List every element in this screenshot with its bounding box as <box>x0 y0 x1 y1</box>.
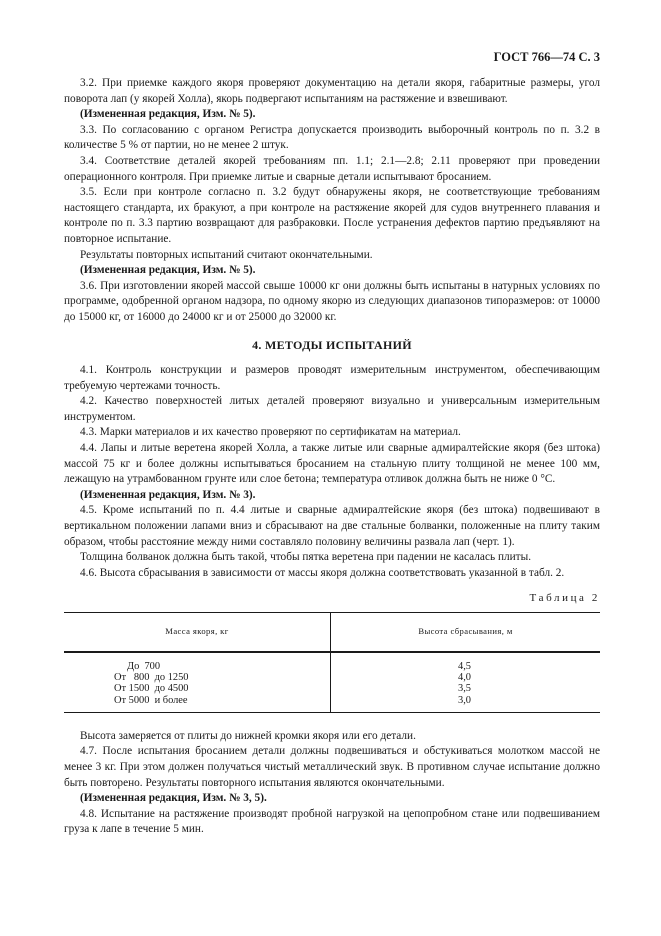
table-header-height: Высота сбрасывания, м <box>331 613 601 653</box>
paragraph-after-2: (Измененная редакция, Изм. № 3, 5). <box>80 792 267 805</box>
section-3-paragraphs <box>64 76 600 326</box>
paragraph-after-1: 4.7. После испытания бросанием детали должны подвешиваться и обстукиваться молотком массой не менее 3 кг. При этом должен получаться чистый металлический звук. В противном случае испытание должно быть повторено. Результаты повторного испытания являются окончательными. <box>64 745 600 789</box>
section-heading: 4. МЕТОДЫ ИСПЫТАНИЙ <box>252 337 412 352</box>
paragraph-before-5: Результаты повторных испытаний считают окончательными. <box>80 248 373 261</box>
paragraph-before-2: 3.3. По согласованию с органом Регистра допускается производить выборочный контроль по п. 3.2 в количестве 5 % от партии, но не менее 2 штук. <box>64 123 600 152</box>
paragraph-section-1: 4.2. Качество поверхностей литых деталей проверяют визуально и универсальным измерительным инструментом. <box>64 395 600 423</box>
paragraph-before-7: 3.6. При изготовлении якорей массой свыше 10000 кг они должны быть испытаны в натурных условиях по программе, одобренной органом надзора, по одному якорю из следующих диапазонов типоразмеров: от 10000 до 15000 кг, от 16000 до 24000 кг и от 25000 до 32000 кг. <box>64 279 600 323</box>
table-row-mass: От 5000 и более <box>114 694 188 706</box>
table-header-mass: Масса якоря, кг <box>64 613 331 653</box>
paragraph-section-4: (Измененная редакция, Изм. № 3). <box>80 488 256 501</box>
paragraph-before-6: (Измененная редакция, Изм. № 5). <box>80 264 256 277</box>
paragraph-before-4: 3.5. Если при контроле согласно п. 3.2 будут обнаружены якоря, не соответствующие требованиям настоящего стандарта, их бракуют, а при контроле на растяжение якорей для судов внутреннего плавания и контроле по п. 3.3 партию возвращают для разбраковки. После устранения дефектов партию предъявляют на повторное испытание. <box>64 186 600 245</box>
paragraph-before-3: 3.4. Соответствие деталей якорей требованиям пп. 1.1; 2.1—2.8; 2.11 проверяют при проведении операционного контроля. При приемке литые и сварные детали испытывают бросанием. <box>64 154 600 183</box>
table-row-mass: До 700 <box>114 661 161 672</box>
page-header-title: ГОСТ 766—74 С. 3 <box>493 50 600 64</box>
table-row-mass: От 800 до 1250 <box>114 672 189 684</box>
document-body <box>64 76 600 838</box>
table-cell-mass <box>64 652 331 712</box>
paragraph-section-3: 4.4. Лапы и литые веретена якорей Холла, а также литые или сварные адмиралтейские якоря (без штока) массой 75 кг и более должны испытываться бросанием на стальную плиту толщиной не менее 100 мм, лежащую на утрамбованном грунте или слое бетона; температура отливок должна быть не ниже 0 °С. <box>64 442 600 486</box>
table-cell-height <box>331 652 601 712</box>
after-table-paragraphs <box>64 729 600 838</box>
table-row-height: 4,0 <box>458 672 471 684</box>
drop-height-table <box>64 612 600 713</box>
paragraph-section-2: 4.3. Марки материалов и их качество проверяют по сертификатам на материал. <box>80 426 461 439</box>
paragraph-section-0: 4.1. Контроль конструкции и размеров проводят измерительным инструментом, обеспечивающим требуемую чертежами точность. <box>64 364 600 392</box>
table-row-height: 3,5 <box>458 683 471 695</box>
paragraph-section-6: Толщина болванок должна быть такой, чтобы пятка веретена при падении не касалась плиты. <box>80 551 532 564</box>
mass-list <box>64 653 330 712</box>
paragraph-after-3: 4.8. Испытание на растяжение производят пробной нагрузкой на цепопробном стане или подвешиванием груза к лапе в течение 5 мин. <box>64 807 600 836</box>
table-row-mass: От 1500 до 4500 <box>114 683 189 695</box>
table-row-height: 3,0 <box>458 694 471 706</box>
paragraph-before-0: 3.2. При приемке каждого якоря проверяют документацию на детали якоря, габаритные размеры, угол поворота лап (у якорей Холла), якорь подвергают испытаниям на растяжение и взвешивают. <box>64 77 600 105</box>
height-list <box>331 653 600 712</box>
paragraph-section-5: 4.5. Кроме испытаний по п. 4.4 литые и сварные адмиралтейские якоря (без штока) подвешивают в вертикальном положении лапами вниз и сбрасывают на две стальные болванки, положенные на плиту таким образом, чтобы расстояние между ними составляло половину величины развала лап (черт. 1). <box>64 504 600 548</box>
paragraph-before-1: (Измененная редакция, Изм. № 5). <box>80 108 256 121</box>
section-4-paragraphs <box>64 363 600 581</box>
paragraph-section-7: 4.6. Высота сбрасывания в зависимости от массы якоря должна соответствовать указанной в табл. 2. <box>80 566 565 579</box>
table-caption: Таблица 2 <box>529 592 600 605</box>
paragraph-after-0: Высота замеряется от плиты до нижней кромки якоря или его детали. <box>80 729 416 742</box>
table-row-height: 4,5 <box>458 661 471 672</box>
